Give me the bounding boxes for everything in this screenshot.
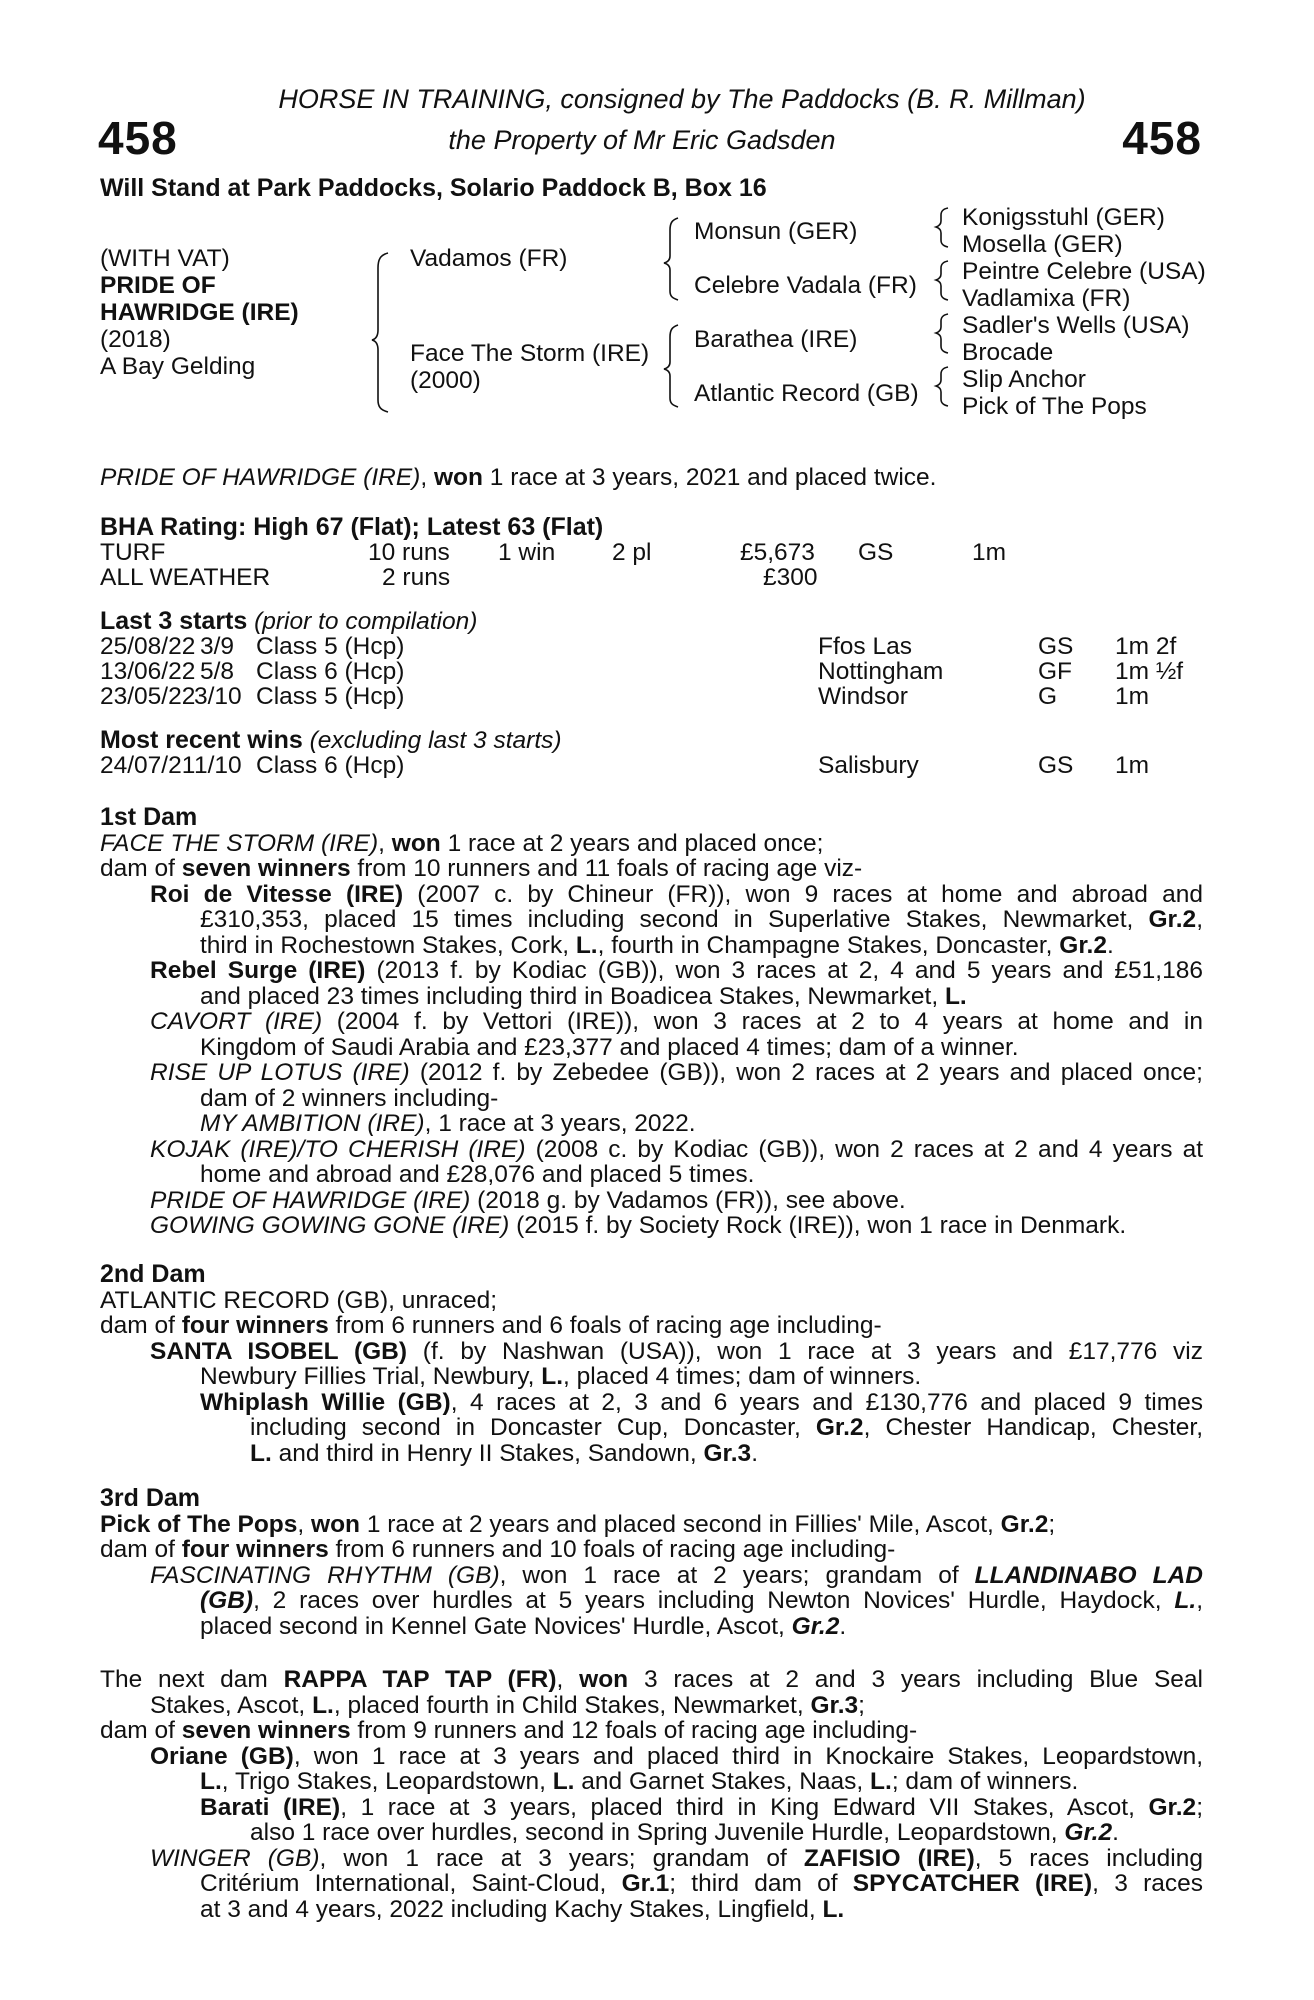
- dam-year: (2000): [410, 367, 481, 394]
- sire: Vadamos (FR): [410, 245, 568, 272]
- produce-gowing-gowing-gone: GOWING GOWING GONE (IRE) (2015 f. by Society Rock (IRE)), won 1 race in Denmark.: [150, 1212, 1127, 1239]
- produce-barati: Barati (IRE), 1 race at 3 years, placed third in King Edward VII Stakes, Ascot, Gr.2;: [200, 1793, 1203, 1821]
- summary-horse-name: PRIDE OF HAWRIDGE (IRE): [100, 464, 421, 491]
- earnings: £5,673: [740, 539, 815, 566]
- surface-label: TURF: [100, 539, 166, 566]
- dam-dam: Atlantic Record (GB): [694, 380, 919, 407]
- lot-number-right: 458: [1122, 112, 1202, 164]
- section-heading: 2nd Dam: [100, 1260, 206, 1288]
- going: GS: [1038, 633, 1074, 660]
- race-date: 13/06/22: [100, 658, 196, 685]
- course: Salisbury: [818, 752, 919, 779]
- produce-fascinating-rhythm: FASCINATING RHYTHM (GB), won 1 race at 2 years; grandam of LLANDINABO LAD: [150, 1561, 1203, 1589]
- race-summary: PRIDE OF HAWRIDGE (IRE), won 1 race at 3 years, 2021 and placed twice.: [100, 464, 937, 491]
- produce-santa-isobel: SANTA ISOBEL (GB) (f. by Nashwan (USA)), won 1 race at 3 years and £17,776 viz: [150, 1337, 1203, 1365]
- consignment-line: HORSE IN TRAINING, consigned by The Paddocks (B. R. Millman): [278, 84, 1086, 114]
- produce-rebel-surge: Rebel Surge (IRE) (2013 f. by Kodiac (GB)), won 3 races at 2, 4 and 5 years and £51,186: [150, 957, 1203, 984]
- dam-sire: Barathea (IRE): [694, 326, 858, 353]
- bha-rating: BHA Rating: High 67 (Flat); Latest 63 (Flat): [100, 513, 604, 541]
- race-date: 24/07/21: [100, 752, 196, 779]
- runs: 2 runs: [382, 564, 451, 591]
- going: GS: [858, 539, 894, 566]
- dam-line: FACE THE STORM (IRE), won 1 race at 2 years and placed once;: [100, 829, 824, 857]
- produce-pride-of-hawridge: PRIDE OF HAWRIDGE (IRE) (2018 g. by Vadamos (FR)), see above.: [150, 1186, 906, 1214]
- wins: 1 win: [498, 539, 556, 566]
- produce-oriane: Oriane (GB), won 1 race at 3 years and placed third in Knockaire Stakes, Leopardstown,: [150, 1742, 1203, 1770]
- ancestor-sds: Peintre Celebre (USA): [962, 258, 1206, 285]
- course: Ffos Las: [818, 633, 912, 660]
- race-class: Class 5 (Hcp): [256, 633, 405, 660]
- summary-won: won: [433, 464, 483, 491]
- race-class: Class 6 (Hcp): [256, 658, 405, 685]
- ancestor-dsd: Brocade: [962, 339, 1054, 366]
- distance: 1m: [1115, 683, 1150, 710]
- course: Nottingham: [818, 658, 944, 685]
- runs: 10 runs: [368, 539, 450, 566]
- stand-location: Will Stand at Park Paddocks, Solario Paddock B, Box 16: [100, 174, 767, 202]
- course: Windsor: [818, 683, 908, 710]
- next-dam-section: The next dam RAPPA TAP TAP (FR), won 3 races at 2 and 3 years including Blue Seal Stakes, Ascot, L., placed fourth in Child Stakes, Newmarket, Gr.3; dam of seven winners from 9 runners and 12 foals of racing age including- Oriane (GB), won 1 race at 3 years and placed third in Knockaire Stakes, Leopardstown, L., Trigo Stakes, Leopardstown, L. and Garnet Stakes, Naas, L.; dam of winners. Barati (IRE), 1 race at 3 years, placed third in King Edward VII Stakes, Ascot, Gr.2; also 1 race over hurdles, second in Spring Juvenile Hurdle, Leopardstown, Gr.2. WINGER (GB), won 1 race at 3 years; grandam of ZAFISIO (IRE), 5 races including Critérium International, Saint-Cloud, Gr.1; third dam of SPYCATCHER (IRE), 3 races at 3 and 4 years, 2022 including Kachy Stakes, Lingfield, L.: [100, 1666, 1204, 1923]
- distance: 1m: [972, 539, 1007, 566]
- first-dam-section: 1st Dam FACE THE STORM (IRE), won 1 race at 2 years and placed once; dam of seven winners from 10 runners and 11 foals of racing age viz- Roi de Vitesse (IRE) (2007 c. by Chineur (FR)), won 9 races at home and abroad and £310,353, placed 15 times including second in Superlative Stakes, Newmarket, Gr.2, third in Rochestown Stakes, Cork, L., fourth in Champagne Stakes, Doncaster, Gr.2. Rebel Surge (IRE) (2013 f. by Kodiac (GB)), won 3 races at 2, 4 and 5 years and £51,186 and placed 23 times including third in Boadicea Stakes, Newmarket, L. CAVORT (IRE) (2004 f. by Vettori (IRE)), won 3 races at 2 to 4 years at home and in Kingdom of Saudi Arabia and £23,377 and placed 4 times; dam of a winner. RISE UP LOTUS (IRE) (2012 f. by Zebedee (GB)), won 2 races at 2 years and placed once; dam of 2 winners including- MY AMBITION (IRE), 1 race at 3 years, 2022. KOJAK (IRE)/TO CHERISH (IRE) (2008 c. by Kodiac (GB)), won 2 races at 2 and 4 years at home and abroad and £28,076 and placed 5 times. PRIDE OF HAWRIDGE (IRE) (2018 g. by Vadamos (FR)), see above. GOWING GOWING GONE (IRE) (2015 f. by Society Rock (IRE)), won 1 race in Denmark.: [100, 803, 1204, 1239]
- ancestor-ssd: Mosella (GER): [962, 231, 1123, 258]
- sire-dam: Celebre Vadala (FR): [694, 272, 917, 299]
- section-heading: 3rd Dam: [100, 1484, 201, 1512]
- horse-description: A Bay Gelding: [100, 353, 256, 380]
- ancestor-sss: Konigsstuhl (GER): [962, 204, 1165, 231]
- horse-name-line1: PRIDE OF: [100, 272, 216, 299]
- produce-winger: WINGER (GB), won 1 race at 3 years; grandam of ZAFISIO (IRE), 5 races including: [150, 1844, 1203, 1872]
- produce-roi-de-vitesse: Roi de Vitesse (IRE) (2007 c. by Chineur (FR)), won 9 races at home and abroad and: [150, 880, 1203, 908]
- recent-wins-heading: Most recent wins (excluding last 3 starts): [100, 726, 562, 754]
- last-3-starts-heading: Last 3 starts (prior to compilation): [100, 607, 478, 635]
- distance: 1m: [1115, 752, 1150, 779]
- summary-rest: 1 race at 3 years, 2021 and placed twice.: [482, 464, 937, 491]
- produce-rise-up-lotus: RISE UP LOTUS (IRE) (2012 f. by Zebedee (GB)), won 2 races at 2 years and placed once;: [150, 1059, 1203, 1086]
- dam: Face The Storm (IRE): [410, 340, 650, 367]
- going: GS: [1038, 752, 1074, 779]
- third-dam-section: 3rd Dam Pick of The Pops, won 1 race at 2 years and placed second in Fillies' Mile, Ascot, Gr.2; dam of four winners from 6 runners and 10 foals of racing age including- FASCINATING RHYTHM (GB), won 1 race at 2 years; grandam of LLANDINABO LAD (GB), 2 races over hurdles at 5 years including Newton Novices' Hurdle, Haydock, L., placed second in Kennel Gate Novices' Hurdle, Ascot, Gr.2.: [100, 1484, 1203, 1640]
- going: GF: [1038, 658, 1073, 685]
- produce-whiplash-willie: Whiplash Willie (GB), 4 races at 2, 3 and 6 years and £130,776 and placed 9 times: [200, 1388, 1203, 1416]
- race-class: Class 6 (Hcp): [256, 752, 405, 779]
- finish-position: 5/8: [199, 658, 234, 685]
- surface-label: ALL WEATHER: [100, 564, 271, 591]
- property-line: the Property of Mr Eric Gadsden: [448, 125, 836, 155]
- race-class: Class 5 (Hcp): [256, 683, 405, 710]
- sire-sire: Monsun (GER): [694, 218, 858, 245]
- ancestor-ddd: Pick of The Pops: [962, 393, 1147, 420]
- going: G: [1038, 683, 1058, 710]
- produce-my-ambition: MY AMBITION (IRE), 1 race at 3 years, 2022.: [200, 1110, 696, 1137]
- race-date: 23/05/22: [100, 683, 196, 710]
- ancestor-dds: Slip Anchor: [962, 366, 1086, 393]
- produce-cavort: CAVORT (IRE) (2004 f. by Vettori (IRE)), won 3 races at 2 to 4 years at home and in: [150, 1008, 1204, 1035]
- section-heading: 1st Dam: [100, 803, 198, 831]
- ancestor-sdd: Vadlamixa (FR): [962, 285, 1131, 312]
- horse-name-line2: HAWRIDGE (IRE): [100, 299, 299, 326]
- earnings: £300: [763, 564, 818, 591]
- finish-position: 1/10: [194, 752, 242, 779]
- second-dam-section: 2nd Dam ATLANTIC RECORD (GB), unraced; dam of four winners from 6 runners and 6 foals of racing age including- SANTA ISOBEL (GB) (f. by Nashwan (USA)), won 1 race at 3 years and £17,776 viz Newbury Fillies Trial, Newbury, L., placed 4 times; dam of winners. Whiplash Willie (GB), 4 races at 2, 3 and 6 years and £130,776 and placed 9 times including second in Doncaster Cup, Doncaster, Gr.2, Chester Handicap, Chester, L. and third in Henry II Stakes, Sandown, Gr.3.: [100, 1260, 1203, 1467]
- produce-kojak: KOJAK (IRE)/TO CHERISH (IRE) (2008 c. by Kodiac (GB)), won 2 races at 2 and 4 years at: [150, 1135, 1203, 1163]
- vat-note: (WITH VAT): [100, 245, 230, 272]
- ancestor-dss: Sadler's Wells (USA): [962, 312, 1190, 339]
- finish-position: 3/9: [199, 633, 234, 660]
- distance: 1m 2f: [1115, 633, 1177, 660]
- distance: 1m ½f: [1115, 658, 1184, 685]
- race-date: 25/08/22: [100, 633, 196, 660]
- produce-summary: dam of seven winners from 10 runners and 11 foals of racing age viz-: [100, 855, 863, 882]
- lot-number-left: 458: [98, 112, 178, 164]
- places: 2 pl: [612, 539, 652, 566]
- horse-year: (2018): [100, 326, 171, 353]
- finish-position: 3/10: [194, 683, 242, 710]
